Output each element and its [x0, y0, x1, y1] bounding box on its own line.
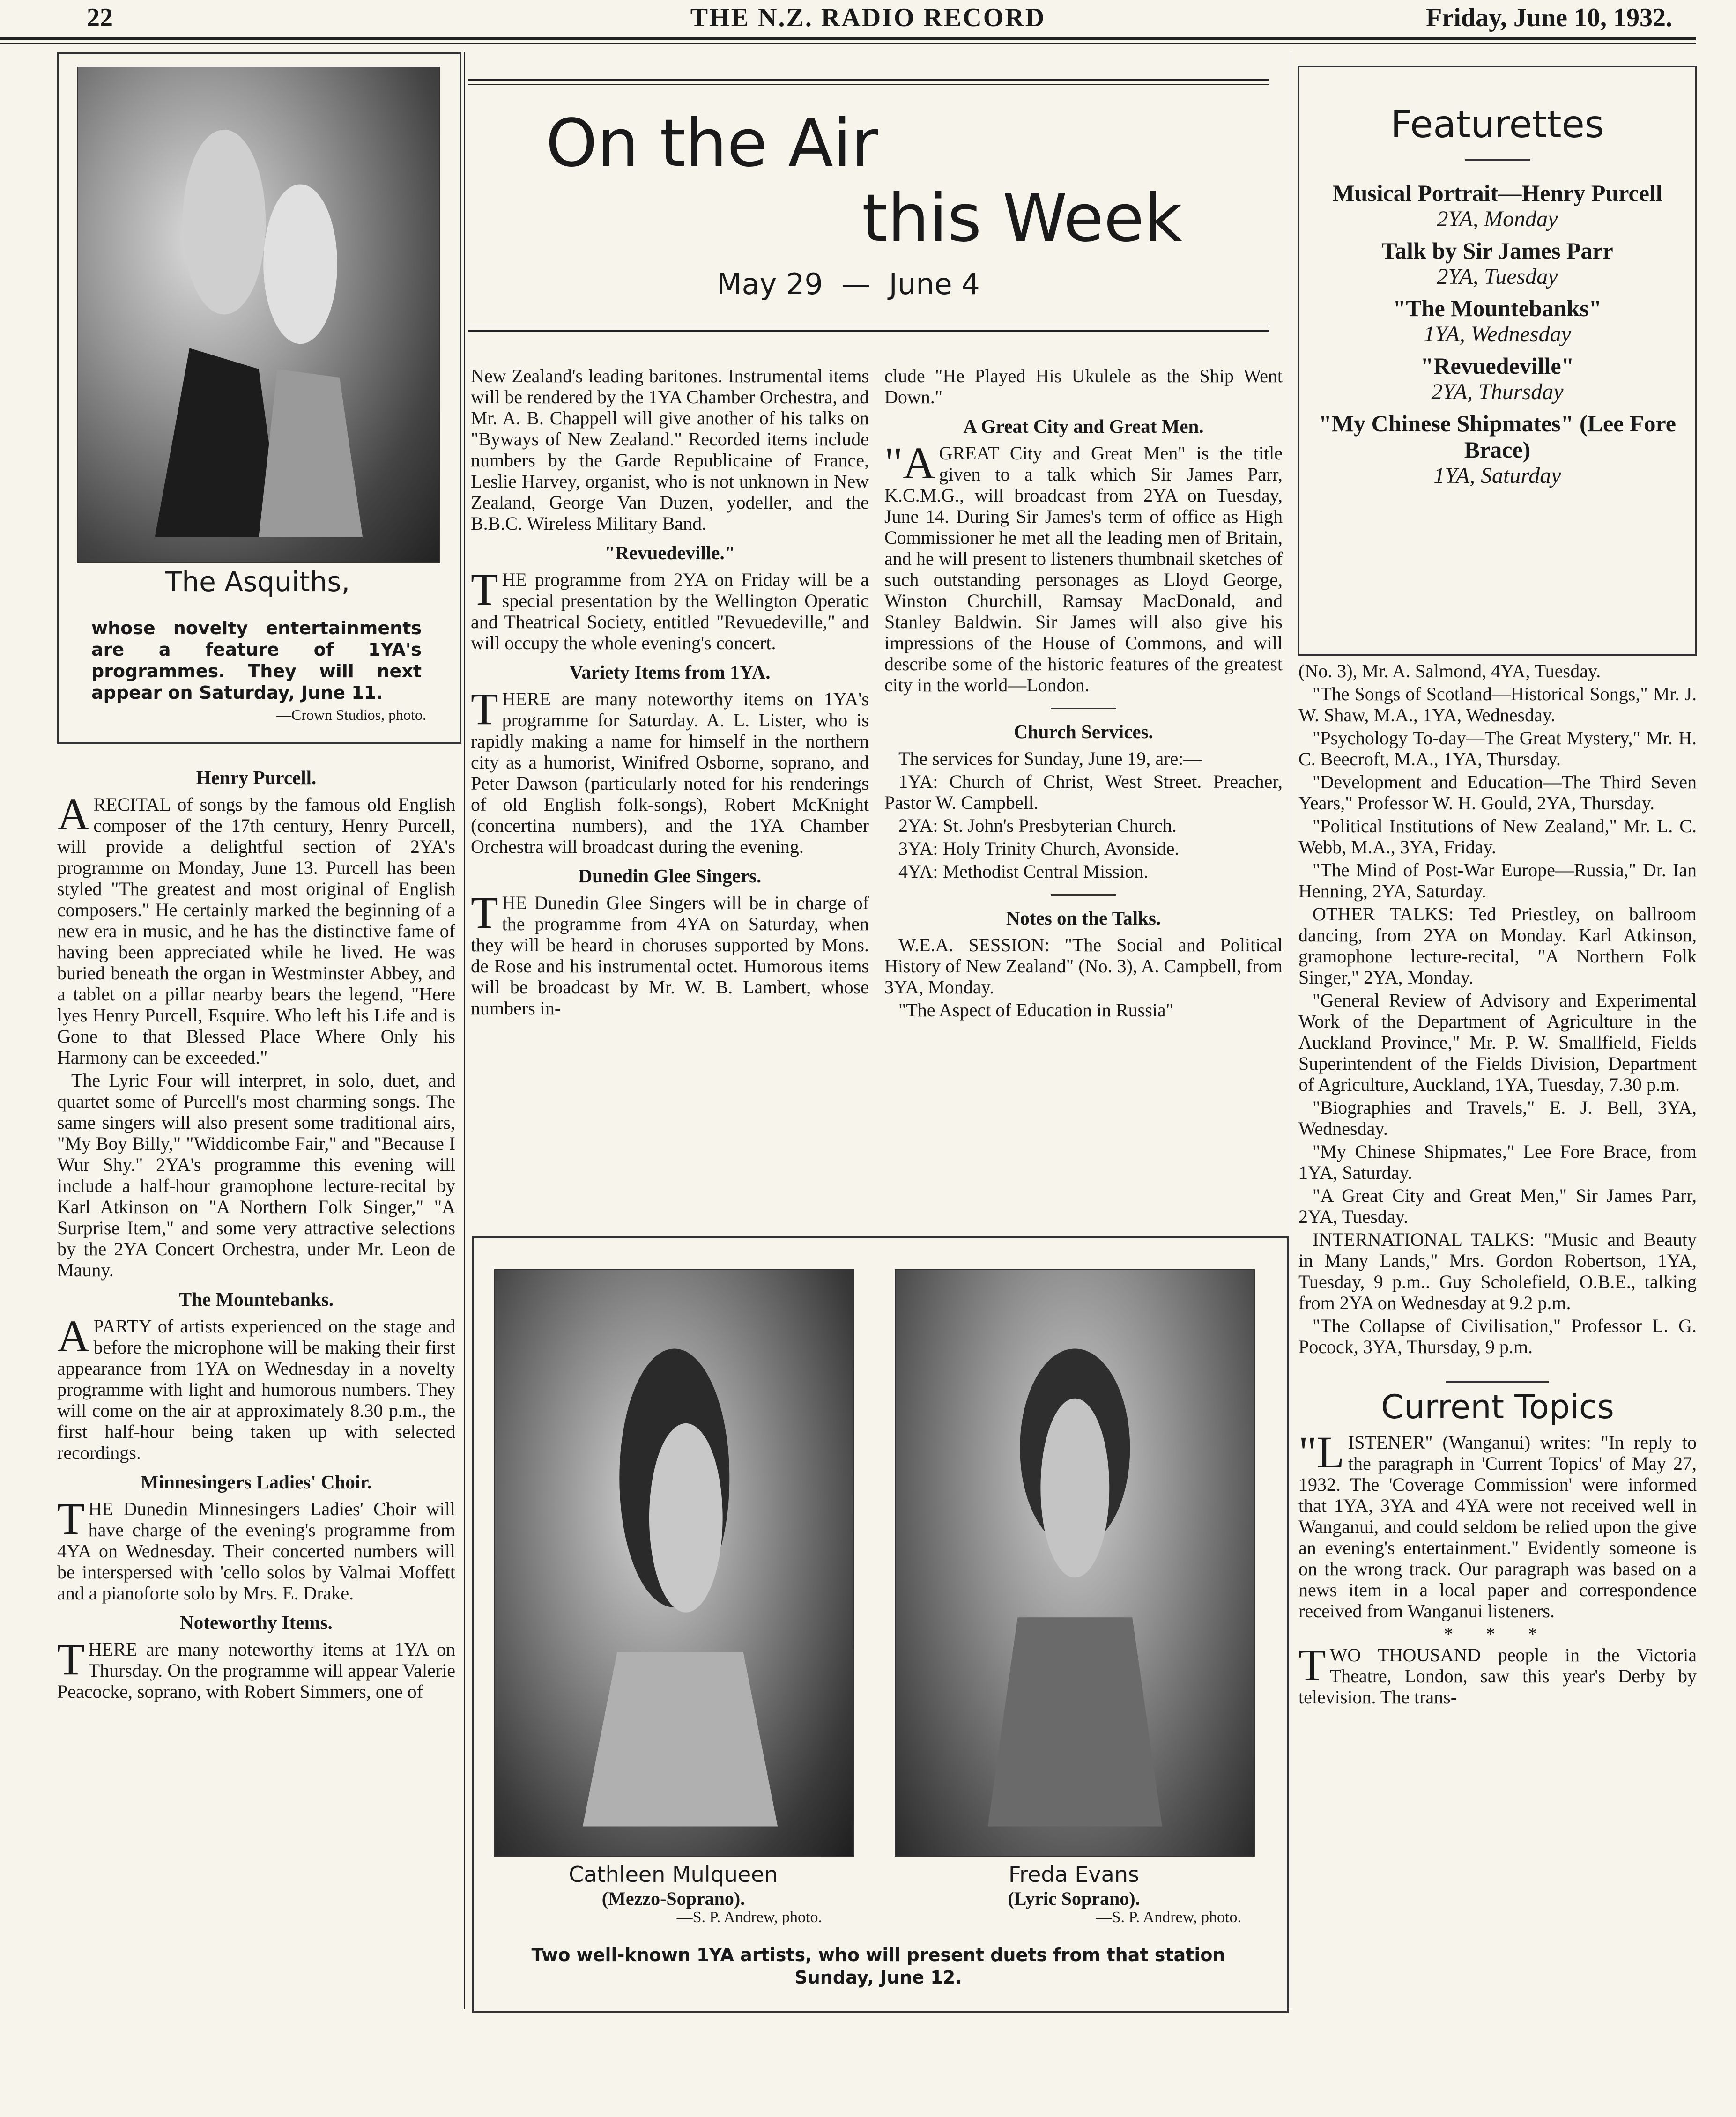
service-item: 1YA: Church of Christ, West Street. Preacher, Pastor W. Campbell. — [884, 771, 1283, 813]
heading-talks: Notes on the Talks. — [1006, 907, 1161, 929]
column-4 — [1298, 660, 1697, 1710]
para-col2-continued: New Zealand's leading baritones. Instrumental items will be rendered by the 1YA Chamber Orchestra, and Mr. A. B. Chappell will give another of his talks on "Byways of New Zealand." Recorded items include numbers by the Garde Republicaine of France, Leslie Harvey, organist, who is not unknown in New Zealand, George Van Duzen, yodeller, and the B.B.C. Wireless Military Band. — [471, 365, 869, 534]
column-1 — [57, 759, 455, 1704]
freda-figure — [960, 1329, 1190, 1827]
para-variety: THERE are many noteworthy items on 1YA's programme for Saturday. A. L. Lister, who is rapidly making a name for himself in the northern city as a humorist, Winifred Osborne, soprano, and Peter Dawson (particularly noted for his renderings of old English folk-songs), Robert McKnight (concertina numbers), and the 1YA Chamber Orchestra will broadcast during the evening. — [471, 684, 869, 857]
talk-item: "The Songs of Scotland—Historical Songs," Mr. J. W. Shaw, M.A., 1YA, Wednesday. — [1298, 683, 1697, 725]
header-rule — [0, 37, 1696, 40]
talk-item: OTHER TALKS: Ted Priestley, on ballroom dancing, from 2YA on Monday. Karl Atkinson, gramophone lecture-recital, "A Northern Folk Singer," 2YA, Monday. — [1298, 903, 1697, 988]
title-line-2: this Week — [862, 180, 1182, 257]
para-great-city: "AGREAT City and Great Men" is the title given to a talk which Sir James Parr, K.C.M.G., will broadcast from 2YA on Tuesday, June 14. During Sir James's term of office as High Commissioner he met all the leading men of Britain, and he will present to listeners thumbnail sketches of such outstanding personages as Lloyd George, Winston Churchill, Ramsay MacDonald, and Stanley Baldwin. Sir James will also give his impressions of the House of Commons, and will describe some of the historic features of the greatest city in the world—London. — [884, 438, 1283, 696]
talk-item: "My Chinese Shipmates," Lee Fore Brace, from 1YA, Saturday. — [1298, 1141, 1697, 1183]
page-number: 22 — [87, 3, 113, 32]
section-divider — [1051, 894, 1116, 896]
service-item: 2YA: St. John's Presbyterian Church. — [898, 815, 1177, 836]
para-two-thousand: TWO THOUSAND people in the Victoria Theatre, London, saw this year's Derby by television. The trans- — [1298, 1640, 1697, 1708]
photo-cathleen-mulqueen — [494, 1269, 854, 1857]
featurette-sub: 1YA, Wednesday — [1424, 322, 1571, 347]
featurette-item — [1318, 180, 1677, 232]
para-noteworthy: THERE are many noteworthy items at 1YA on Thursday. On the programme will appear Valerie Peacocke, soprano, with Robert Simmers, one of — [57, 1634, 455, 1702]
asquiths-caption-body: whose novelty entertainments are a feature of 1YA's programmes. They will next appear on Saturday, June 11. — [91, 618, 422, 703]
talk-item: "General Review of Advisory and Experimental Work of the Department of Agriculture in the Auckland Province," Mr. P. W. Smallfield, Fields Superintendent of the Fields Division, Department of Agriculture, Auckland, 1YA, Tuesday, 7.30 p.m. — [1298, 990, 1697, 1095]
heading-noteworthy: Noteworthy Items. — [180, 1612, 333, 1633]
column-2 — [471, 365, 869, 1021]
para-col3-continued: clude "He Played His Ukulele as the Ship Went Down." — [884, 365, 1283, 407]
column-rule — [464, 52, 465, 2009]
title-rule-top — [468, 79, 1269, 81]
talk-item: "Biographies and Travels," E. J. Bell, 3YA, Wednesday. — [1298, 1097, 1697, 1139]
freda-role: (Lyric Soprano). — [1008, 1888, 1140, 1909]
title-rule-bottom-2 — [468, 330, 1269, 332]
cathleen-figure — [560, 1329, 789, 1827]
featurettes-title: Featurettes — [1390, 103, 1604, 146]
para-aspect: "The Aspect of Education in Russia" — [898, 999, 1173, 1021]
featurette-item — [1318, 410, 1677, 489]
para-church: The services for Sunday, June 19, are:— — [898, 748, 1202, 769]
title-dates: May 29 — June 4 — [717, 267, 980, 301]
freda-name: Freda Evans — [1009, 1862, 1139, 1887]
para-mountebanks: APARTY of artists experienced on the stage and before the microphone will be making their first appearance from 1YA on Wednesday in a novelty programme with light and humorous numbers. They will come on the air at approximately 8.30 p.m., the first half-hour being taken up with selected recordings. — [57, 1311, 455, 1463]
featurette-name: Musical Portrait—Henry Purcell — [1332, 180, 1662, 206]
heading-current-topics: Current Topics — [1381, 1388, 1614, 1426]
talk-item: "Psychology To-day—The Great Mystery," Mr. H. C. Beecroft, M.A., 1YA, Thursday. — [1298, 727, 1697, 770]
heading-mountebanks: The Mountebanks. — [178, 1288, 334, 1310]
talk-item: "Development and Education—The Third Seven Years," Professor W. H. Gould, 2YA, Thursday. — [1298, 771, 1697, 814]
talk-item: "The Mind of Post-War Europe—Russia," Dr. Ian Henning, 2YA, Saturday. — [1298, 859, 1697, 902]
featurettes-title-rule — [1465, 159, 1530, 161]
talk-item: (No. 3), Mr. A. Salmond, 4YA, Tuesday. — [1298, 660, 1601, 681]
para-dunedin: THE Dunedin Glee Singers will be in charge of the programme from 4YA on Saturday, when they will be heard in choruses supported by Mons. de Rose and his instrumental octet. Humorous items will be broadcast by Mr. W. B. Lambert, whose numbers in- — [471, 888, 869, 1019]
asquiths-caption-title: The Asquiths, — [165, 566, 350, 598]
featurette-sub: 2YA, Monday — [1437, 207, 1558, 231]
issue-date: Friday, June 10, 1932. — [1426, 3, 1672, 32]
heading-dunedin: Dunedin Glee Singers. — [578, 865, 762, 887]
heading-great-city: A Great City and Great Men. — [963, 415, 1204, 437]
asquiths-photo — [77, 67, 440, 563]
photo-freda-evans — [895, 1269, 1255, 1857]
para-wea: W.E.A. SESSION: "The Social and Political History of New Zealand" (No. 3), A. Campbell, from 3YA, Monday. — [884, 934, 1283, 998]
service-item: 4YA: Methodist Central Mission. — [898, 861, 1149, 882]
talk-item: "The Collapse of Civilisation," Professor L. G. Pocock, 3YA, Thursday, 9 p.m. — [1298, 1315, 1697, 1357]
title-line-1: On the Air — [546, 105, 878, 182]
service-item: 3YA: Holy Trinity Church, Avonside. — [898, 838, 1180, 859]
para-purcell-1: ARECITAL of songs by the famous old English composer of the 17th century, Henry Purcell, will provide a delightful section of 2YA's programme on Monday, June 13. Purcell has been styled "The greatest and most original of English composers." He certainly marked the beginning of a new era in music, and he has the distinctive fame of having been appreciated while he lived. He was buried beneath the organ in Westminster Abbey, and a tablet on a pillar nearby bears the legend, "Here lyes Henry Purcell, Esquire. Who left his Life and is Gone to that Blessed Place Where Only his Harmony can be exceeded." — [57, 789, 455, 1068]
featurette-name: Talk by Sir James Parr — [1381, 237, 1613, 264]
header-rule-2 — [0, 43, 1696, 44]
artists-caption: Two well-known 1YA artists, who will present duets from that station Sunday, June 12. — [531, 1945, 1225, 1988]
featurette-item — [1318, 353, 1677, 405]
heading-variety: Variety Items from 1YA. — [569, 661, 771, 683]
cathleen-credit: —S. P. Andrew, photo. — [676, 1909, 822, 1926]
featurette-name: "Revuedeville" — [1420, 353, 1574, 379]
featurette-name: "The Mountebanks" — [1393, 295, 1602, 321]
para-minnesingers: THE Dunedin Minnesingers Ladies' Choir will have charge of the evening's programme from 4YA on Wednesday. Their concerted numbers will be interspersed with 'cello solos by Valmai Moffett and a pianoforte solo by Mrs. E. Drake. — [57, 1494, 455, 1604]
masthead: THE N.Z. RADIO RECORD — [690, 3, 1046, 32]
featurette-item — [1318, 237, 1677, 289]
featurette-sub: 2YA, Tuesday — [1437, 264, 1558, 289]
featurette-name: "My Chinese Shipmates" (Lee Fore Brace) — [1319, 410, 1676, 463]
talk-item: "A Great City and Great Men," Sir James Parr, 2YA, Tuesday. — [1298, 1185, 1697, 1227]
featurette-sub: 2YA, Thursday — [1431, 379, 1564, 404]
cathleen-name: Cathleen Mulqueen — [569, 1862, 778, 1887]
asquiths-credit: —Crown Studios, photo. — [276, 706, 426, 723]
section-divider — [1051, 708, 1116, 709]
section-divider — [1446, 1381, 1549, 1383]
talk-item: INTERNATIONAL TALKS: "Music and Beauty in Many Lands," Mrs. Gordon Robertson, 1YA, Tuesday, 9 p.m.. Guy Scholefield, O.B.E., talking from 2YA on Wednesday at 9.2 p.m. — [1298, 1229, 1697, 1313]
para-purcell-2: The Lyric Four will interpret, in solo, duet, and quartet some of Purcell's most charming songs. The same singers will also present some traditional airs, "My Boy Billy," "Widdicombe Fair," and "Because I Wur Shy." 2YA's programme this evening will include a half-hour gramophone lecture-recital by Karl Atkinson on "A Northern Folk Singer," "A Surprise Item," and some very attractive selections by the 2YA Concert Orchestra, under Mr. Leon de Mauny. — [57, 1070, 455, 1281]
featurettes-box — [1298, 66, 1697, 656]
column-3 — [884, 365, 1283, 1022]
stars-divider: * * * — [1444, 1623, 1551, 1644]
asquiths-figure — [143, 117, 374, 537]
featurette-sub: 1YA, Saturday — [1433, 463, 1561, 488]
para-listener: "LISTENER" (Wanganui) writes: "In reply to the paragraph in 'Current Topics' of May 27, 1932. The 'Coverage Commission' were informed that 1YA, 3YA and 4YA were not received well in Wanganui, and could seldom be relied upon the give an evening's entertainment." Evidently someone is on the wrong track. Our paragraph was based on a news item in a local paper and correspondence received from Wanganui listeners. — [1298, 1427, 1697, 1621]
cathleen-role: (Mezzo-Soprano). — [601, 1888, 745, 1909]
heading-minnesingers: Minnesingers Ladies' Choir. — [141, 1471, 372, 1493]
featurette-item — [1318, 295, 1677, 347]
title-rule-top-2 — [468, 84, 1269, 85]
heading-purcell: Henry Purcell. — [196, 767, 317, 788]
talk-item: "Political Institutions of New Zealand," Mr. L. C. Webb, M.A., 3YA, Friday. — [1298, 815, 1697, 858]
freda-credit: —S. P. Andrew, photo. — [1096, 1909, 1241, 1926]
para-revuedeville: THE programme from 2YA on Friday will be a special presentation by the Wellington Operatic and Theatrical Society, entitled "Revuedeville," and will occupy the whole evening's concert. — [471, 564, 869, 653]
heading-revuedeville: "Revuedeville." — [604, 542, 735, 563]
heading-church: Church Services. — [1014, 721, 1153, 742]
